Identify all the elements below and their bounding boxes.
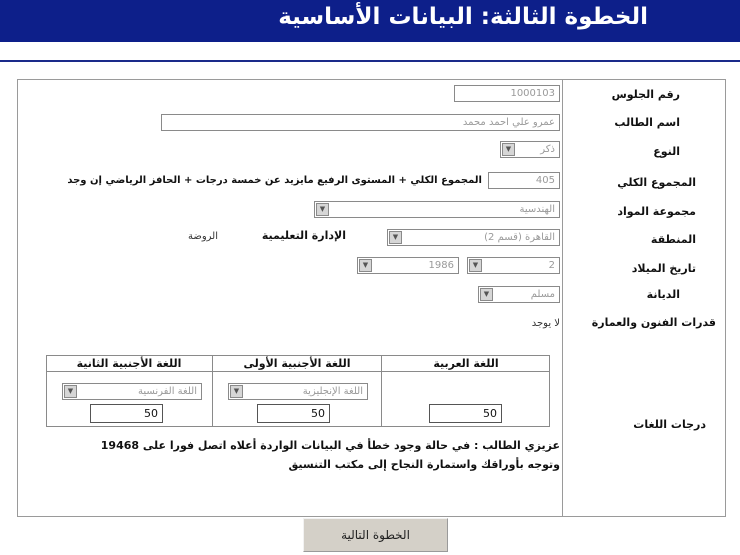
region-value: القاهرة (قسم 2) bbox=[484, 232, 555, 243]
foreign1-header: اللغة الأجنبية الأولى bbox=[243, 357, 351, 370]
seat-number-label: رقم الجلوس bbox=[611, 88, 680, 101]
foreign2-score-input[interactable]: 50 bbox=[90, 404, 163, 423]
chevron-down-icon: ▼ bbox=[359, 259, 372, 272]
birth-date-label: تاريخ الميلاد bbox=[631, 262, 696, 275]
subject-group-label: مجموعة المواد bbox=[617, 205, 696, 218]
chevron-down-icon: ▼ bbox=[469, 259, 482, 272]
student-name-label: اسم الطالب bbox=[614, 116, 680, 129]
chevron-down-icon: ▼ bbox=[480, 288, 493, 301]
chevron-down-icon: ▼ bbox=[502, 143, 515, 156]
religion-label: الديانة bbox=[646, 288, 680, 301]
page-title: الخطوة الثالثة: البيانات الأساسية bbox=[278, 4, 648, 30]
arts-ability-value: لا يوجد bbox=[531, 318, 560, 329]
foreign2-header: اللغة الأجنبية الثانية bbox=[76, 357, 182, 370]
languages-label: درجات اللغات bbox=[633, 418, 706, 431]
info-text-line1: عزيزي الطالب : في حالة وجود خطأ في البيانات الواردة أعلاه اتصل فورا على 19468 bbox=[100, 439, 560, 452]
foreign2-language-select[interactable] bbox=[62, 383, 202, 400]
birth-year-select[interactable] bbox=[357, 257, 459, 274]
educational-admin-value: الروضة bbox=[187, 231, 218, 242]
chevron-down-icon: ▼ bbox=[316, 203, 329, 216]
chevron-down-icon: ▼ bbox=[389, 231, 402, 244]
gender-select[interactable] bbox=[500, 141, 560, 158]
birth-month-value: 2 bbox=[548, 260, 555, 271]
foreign1-language-select[interactable] bbox=[228, 383, 368, 400]
subject-group-select[interactable] bbox=[314, 201, 560, 218]
arts-ability-label: قدرات الفنون والعمارة bbox=[591, 316, 716, 329]
subject-group-value: الهندسية bbox=[519, 204, 555, 215]
header-divider bbox=[0, 60, 740, 62]
foreign1-language-value: اللغة الإنجليزية bbox=[302, 386, 363, 397]
arabic-score-input[interactable]: 50 bbox=[429, 404, 502, 423]
religion-select[interactable] bbox=[478, 286, 560, 303]
religion-value: مسلم bbox=[530, 289, 555, 300]
total-label: المجموع الكلي bbox=[617, 176, 696, 189]
chevron-down-icon: ▼ bbox=[230, 385, 243, 398]
birth-month-select[interactable] bbox=[467, 257, 560, 274]
page-header bbox=[0, 0, 740, 42]
chevron-down-icon: ▼ bbox=[64, 385, 77, 398]
next-step-button[interactable]: الخطوة التالية bbox=[303, 518, 448, 552]
total-note: المجموع الكلي + المستوى الرفيع مايزيد عن خمسة درجات + الحافز الرياضي إن وجد bbox=[67, 175, 482, 186]
foreign1-score-input[interactable]: 50 bbox=[257, 404, 330, 423]
educational-admin-label: الإدارة التعليمية bbox=[261, 229, 346, 242]
foreign2-language-value: اللغة الفرنسية bbox=[138, 386, 197, 397]
region-select[interactable] bbox=[387, 229, 560, 246]
student-name-input[interactable]: عمرو علي احمد محمد bbox=[161, 114, 560, 131]
seat-number-input[interactable]: 1000103 bbox=[454, 85, 560, 102]
arabic-header: اللغة العربية bbox=[433, 357, 499, 370]
region-label: المنطقة bbox=[650, 233, 696, 246]
gender-label: النوع bbox=[653, 145, 680, 158]
total-input[interactable]: 405 bbox=[488, 172, 560, 189]
birth-year-value: 1986 bbox=[428, 260, 454, 271]
info-text-line2: وتوجه بأوراقك واستمارة النجاح إلى مكتب التنسيق bbox=[288, 458, 560, 471]
gender-value: ذكر bbox=[540, 144, 555, 155]
labels-column-divider bbox=[562, 79, 563, 517]
